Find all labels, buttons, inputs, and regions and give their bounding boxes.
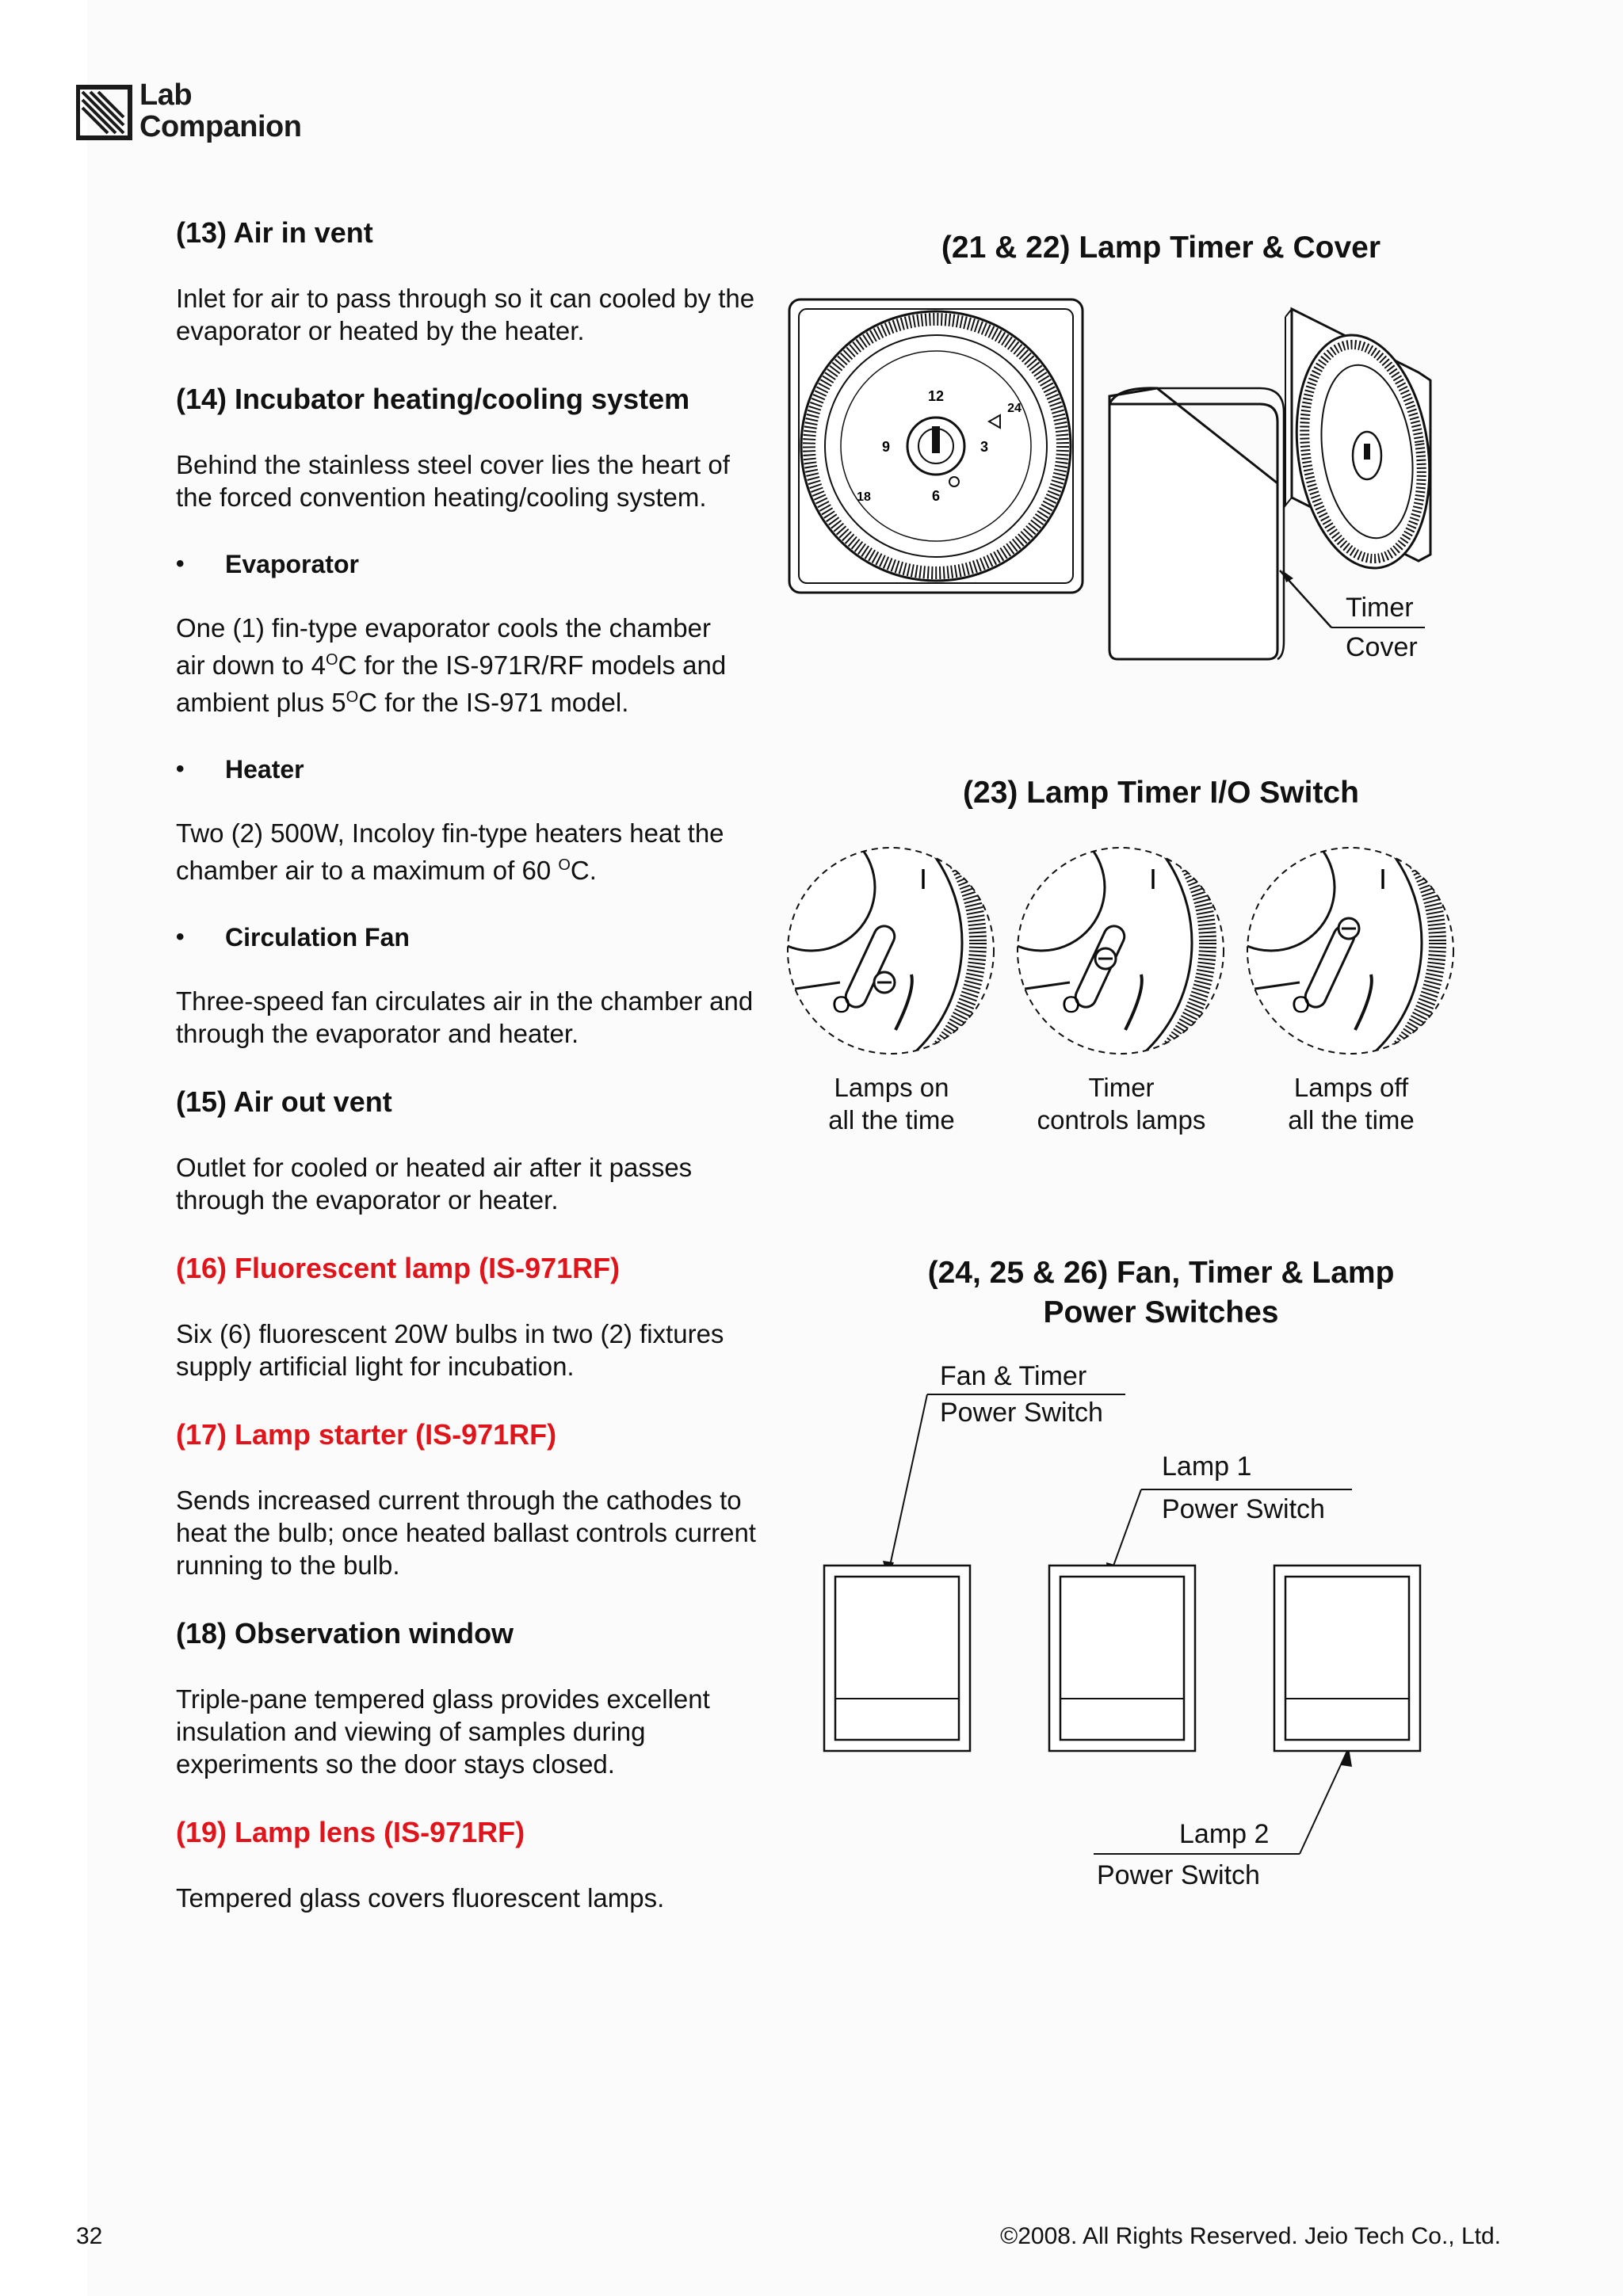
io-dial-lamps-on (785, 840, 994, 1070)
io-switch-illustration (785, 840, 1458, 1070)
fan-text: Three-speed fan circulates air in the chamber and through the evaporator and heater. (176, 986, 754, 1048)
section-16-text: Six (6) fluorescent 20W bulbs in two (2) fixtures supply artificial light for incubation. (176, 1319, 724, 1381)
section-13-title: (13) Air in vent (176, 216, 373, 249)
section-19-title: (19) Lamp lens (IS-971RF) (176, 1816, 525, 1848)
lamp1-label-1: Lamp 1 (1162, 1451, 1252, 1482)
section-16-title: (16) Fluorescent lamp (IS-971RF) (176, 1252, 621, 1284)
logo-line2: Companion (139, 110, 302, 143)
section-18-text: Triple-pane tempered glass provides excellent insulation and viewing of samples during experiments so the door stays closed. (176, 1684, 710, 1779)
timer-label: Timer (1346, 593, 1414, 623)
io-switch-title: (23) Lamp Timer I/O Switch (963, 776, 1359, 810)
svg-text:9: 9 (881, 439, 891, 455)
svg-text:I: I (1149, 863, 1158, 895)
copyright-notice: ©2008. All Rights Reserved. Jeio Tech Co., Ltd. (1000, 2223, 1501, 2249)
svg-text:O: O (832, 992, 851, 1018)
lamp1-label-2: Power Switch (1162, 1494, 1325, 1524)
svg-text:O: O (1292, 992, 1311, 1018)
svg-text:I: I (1379, 863, 1388, 895)
io-caption-timer: Timer controls lamps (1037, 1073, 1206, 1135)
svg-text:I: I (919, 863, 928, 895)
section-18-title: (18) Observation window (176, 1617, 514, 1650)
section-15-title: (15) Air out vent (176, 1085, 392, 1118)
svg-text:3: 3 (980, 439, 989, 455)
timer-cover-title: (21 & 22) Lamp Timer & Cover (941, 231, 1381, 265)
fan-timer-switch (824, 1566, 970, 1751)
section-14-text: Behind the stainless steel cover lies the heart of the forced convention heating/cooling system. (176, 450, 730, 512)
timer-front (789, 299, 1083, 593)
svg-text:12: 12 (927, 388, 945, 404)
section-19-text: Tempered glass covers fluorescent lamps. (176, 1883, 665, 1913)
timer-side (1282, 309, 1444, 577)
fan-timer-label-1: Fan & Timer (940, 1361, 1087, 1391)
left-column (176, 215, 762, 1914)
bullet-evaporator: • Evaporator (176, 550, 359, 578)
evaporator-text: One (1) fin-type evaporator cools the chamber air down to $4^OC$ for the IS-971R/RF models and ambient plus $5^OC$ for the IS-971 model. (176, 613, 727, 717)
heater-text: Two (2) 500W, Incoloy fin-type heaters heat the chamber air to a maximum of 60 $^O$C. (176, 818, 724, 885)
company-logo (76, 79, 301, 143)
power-switches-illustration (785, 1347, 1458, 1901)
lamp2-label-1: Lamp 2 (1179, 1819, 1270, 1849)
svg-text:18: 18 (857, 490, 871, 504)
section-17-text: Sends increased current through the cathodes to heat the bulb; once heated ballast controls current running to the bulb. (176, 1486, 756, 1580)
section-15-text: Outlet for cooled or heated air after it passes through the evaporator or heater. (176, 1153, 693, 1215)
io-caption-lamps-on: Lamps on all the time (828, 1073, 955, 1135)
logo-line1: Lab (139, 78, 193, 112)
section-13-text: Inlet for air to pass through so it can cooled by the evaporator or heated by the heater. (176, 284, 755, 345)
power-switches-title: (24, 25 & 26) Fan, Timer & Lamp Power Switches (927, 1256, 1395, 1329)
svg-text:O: O (1062, 992, 1081, 1018)
bullet-heater: • Heater (176, 755, 304, 784)
lab-companion-logo-icon (76, 79, 133, 143)
page-number: 32 (76, 2223, 103, 2249)
io-caption-lamps-off: Lamps off all the time (1288, 1073, 1415, 1135)
section-17-title: (17) Lamp starter (IS-971RF) (176, 1418, 557, 1451)
svg-text:24: 24 (1007, 402, 1022, 415)
lamp2-label-2: Power Switch (1097, 1860, 1260, 1890)
bullet-circulation-fan: • Circulation Fan (176, 923, 410, 952)
lamp2-switch (1274, 1566, 1420, 1751)
section-14-title: (14) Incubator heating/cooling system (176, 383, 690, 415)
fan-timer-label-2: Power Switch (940, 1398, 1103, 1428)
lamp1-switch (1049, 1566, 1195, 1751)
svg-text:6: 6 (931, 488, 941, 504)
cover-label: Cover (1346, 632, 1418, 662)
